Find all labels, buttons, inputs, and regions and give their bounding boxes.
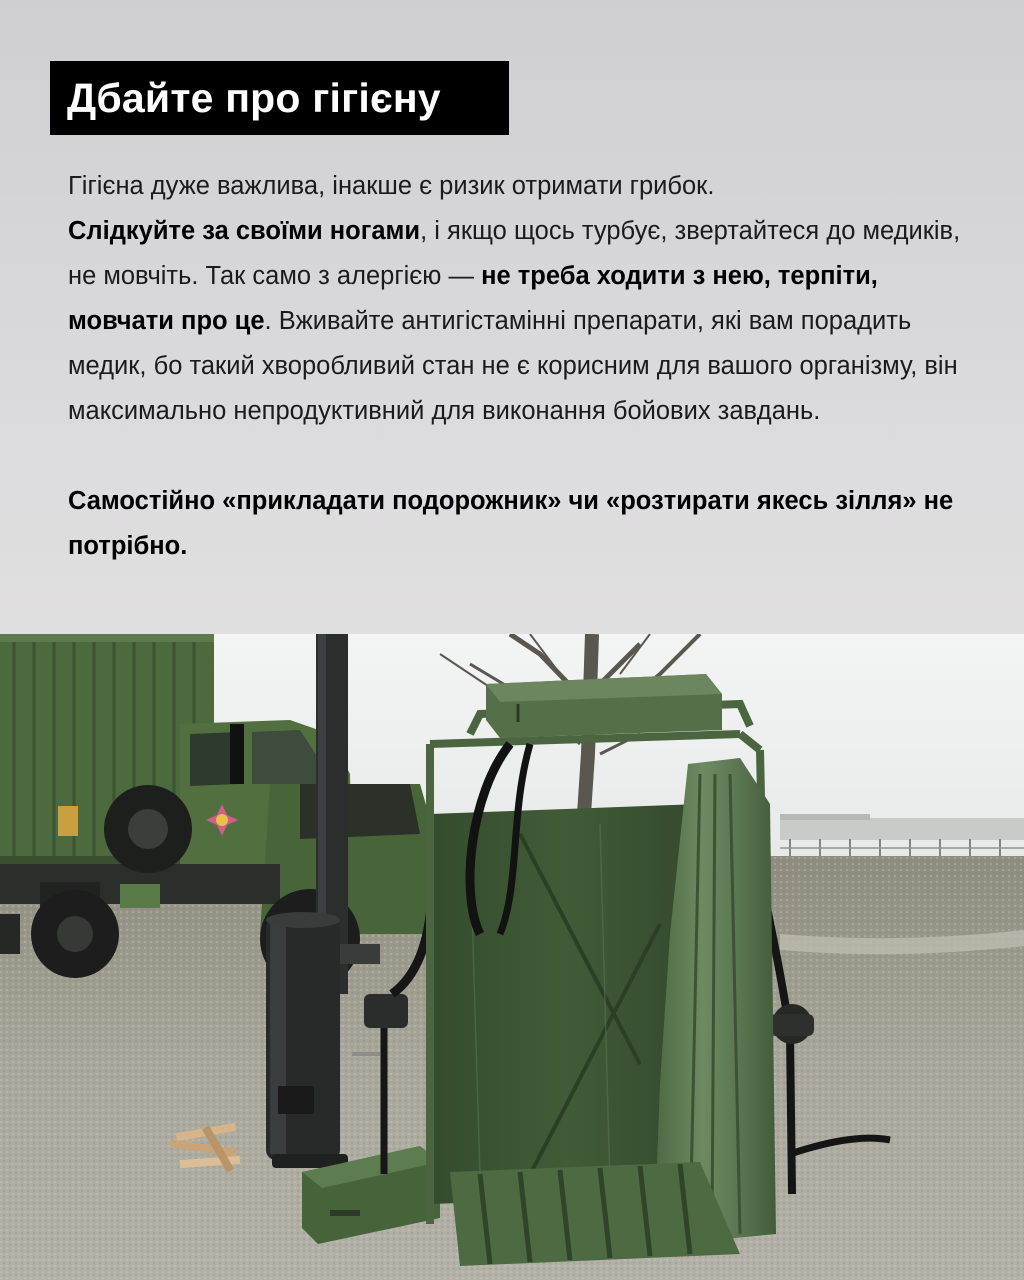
sentence-intro: Гігієна дуже важлива, інакше є ризик отримати грибок. [68,172,715,200]
page-title: Дбайте про гігієну [67,74,441,121]
body-text [68,164,978,569]
sentence-antihistamines: . Вживайте антигістамінні препарати, які вам порадить медик, бо такий хворобливий стан не є корисним для вашого організму, він максимально непродуктивний для виконання бойових завдань. [68,307,958,425]
field-shower-photo [0,634,1024,1280]
paragraph-hygiene [68,164,978,434]
emphasis-allergy: не треба ходити з нею, терпіти, мовчати про це [68,262,878,335]
emphasis-feet: Слідкуйте за своїми ногами [68,217,421,245]
sentence-doctors: , і якщо щось турбує, звертайтеся до медиків, не мовчіть. Так само з алергією — [68,217,961,290]
title-banner [50,61,509,135]
emphasis-no-self-treatment: Самостійно «прикладати подорожник» чи «розтирати якесь зілля» не потрібно. [68,487,954,560]
paragraph-warning [68,479,978,569]
